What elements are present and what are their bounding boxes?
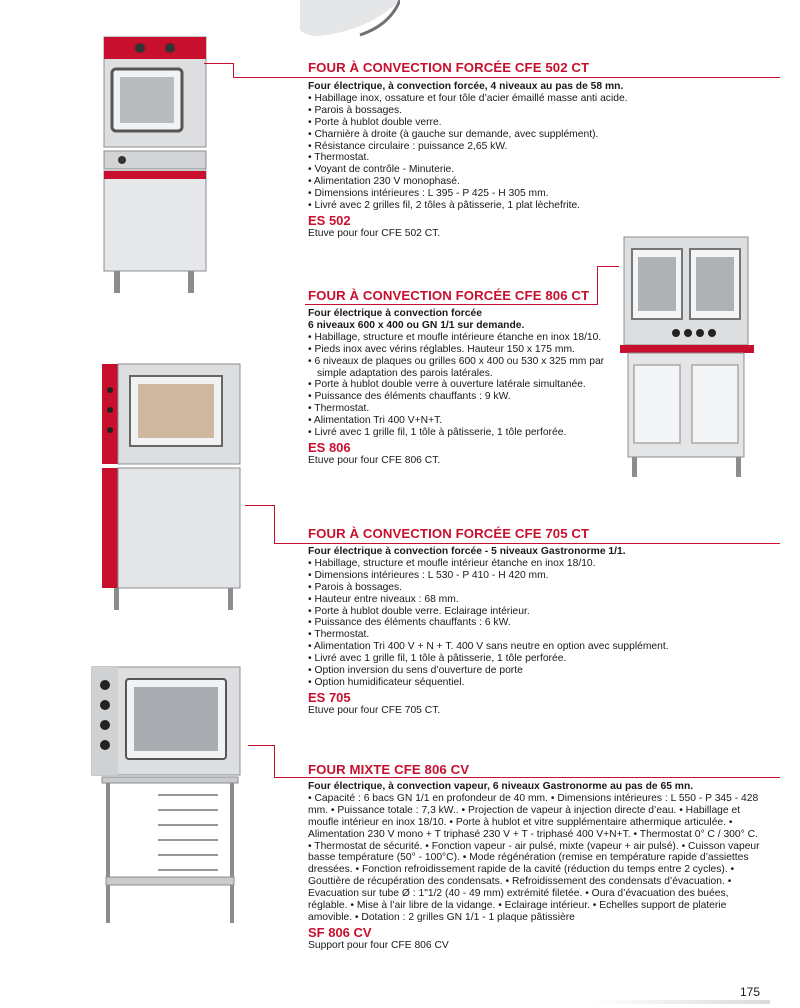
feature-item: • Dimensions intérieures : L 530 - P 410 - H 420 mm. [308,570,778,582]
product-title: FOUR MIXTE CFE 806 CV [308,762,470,777]
feature-item: • Thermostat. [308,152,778,164]
title-rule [274,777,780,778]
feature-item: • Porte à hublot double verre. [308,117,778,129]
accessory-description: Etuve pour four CFE 705 CT. [308,704,441,716]
connector-cfe806cv [248,745,275,746]
product-description [308,308,620,467]
product-cfe806cv [308,762,778,777]
feature-item: • Thermostat. [308,629,778,641]
corner-decoration [300,0,400,40]
feature-item: • Pieds inox avec vérins réglables. Hauteur 150 x 175 mm. [308,344,620,356]
product-title: FOUR À CONVECTION FORCÉE CFE 502 CT [308,60,590,75]
connector-cfe502-v [233,63,234,78]
page-number: 175 [740,985,761,999]
connector-cfe806ct-h [597,266,619,267]
accessory-description: Etuve pour four CFE 502 CT. [308,227,441,239]
accessory-description: Etuve pour four CFE 806 CT. [308,454,441,466]
product-description [308,546,778,717]
feature-list [308,558,778,689]
title-rule [233,77,780,78]
feature-item: • Thermostat. [308,403,620,415]
product-lead: 6 niveaux 600 x 400 ou GN 1/1 sur demande. [308,319,525,331]
product-description [308,781,763,952]
feature-item: • Option humidificateur séquentiel. [308,677,778,689]
oven-cfe502-image [100,35,210,305]
feature-item: • Charnière à droite (à gauche sur demande, avec supplément). [308,129,778,141]
feature-item: • Habillage, structure et moufle intérieur étanche en inox 18/10. [308,558,778,570]
feature-item: • Alimentation Tri 400 V+N+T. [308,415,620,427]
accessory-code: ES 705 [308,689,351,705]
feature-item: • Alimentation Tri 400 V + N + T. 400 V sans neutre en option avec supplément. [308,641,778,653]
feature-item: • Porte à hublot double verre à ouverture latérale simultanée. [308,379,620,391]
product-lead: Four électrique, à convection vapeur, 6 niveaux Gastronorme au pas de 65 mn. [308,781,694,792]
product-cfe705ct [308,526,778,541]
product-lead: Four électrique à convection forcée - 5 niveaux Gastronorme 1/1. [308,546,626,557]
product-cfe806ct [308,288,608,303]
title-rule [274,543,780,544]
feature-item: • Puissance des éléments chauffants : 9 kW. [308,391,620,403]
feature-item: • Livré avec 1 grille fil, 1 tôle à pâtisserie, 1 tôle perforée. [308,653,778,665]
oven-cfe705ct-image [100,360,245,615]
accessory-code: ES 806 [308,439,351,455]
feature-item: • Livré avec 2 grilles fil, 2 tôles à pâtisserie, 1 plat lèchefrite. [308,200,778,212]
connector-cfe806cv-v [274,745,275,777]
title-rule [305,304,598,305]
feature-item: • Porte à hublot double verre. Eclairage intérieur. [308,606,778,618]
feature-list [308,93,778,212]
feature-item: • Puissance des éléments chauffants : 6 kW. [308,617,778,629]
product-description [308,81,778,240]
connector-cfe502 [204,63,234,64]
oven-cfe806cv-image [88,665,248,935]
product-title: FOUR À CONVECTION FORCÉE CFE 705 CT [308,526,590,541]
oven-cfe806ct-image [618,235,758,485]
feature-item: • Habillage inox, ossature et four tôle d’acier émaillé masse anti acide. [308,93,778,105]
product-cfe502 [308,60,778,75]
feature-item: • Livré avec 1 grille fil, 1 tôle à pâtisserie, 1 tôle perforée. [308,427,620,439]
connector-cfe705ct-v [274,505,275,543]
feature-item: • 6 niveaux de plaques ou grilles 600 x 400 ou 530 x 325 mm par simple adaptation des parois latérales. [308,356,620,380]
accessory-code: SF 806 CV [308,924,372,940]
accessory-code: ES 502 [308,212,351,228]
feature-item: • Habillage, structure et moufle intérieure étanche en inox 18/10. [308,332,620,344]
product-lead: Four électrique à convection forcée [308,308,482,319]
feature-item: • Option inversion du sens d’ouverture de porte [308,665,778,677]
connector-cfe705ct [245,505,275,506]
feature-item: • Dimensions intérieures : L 395 - P 425 - H 305 mm. [308,188,778,200]
feature-item: • Alimentation 230 V monophasé. [308,176,778,188]
feature-item: • Résistance circulaire : puissance 2,65 kW. [308,141,778,153]
product-lead: Four électrique, à convection forcée, 4 niveaux au pas de 58 mn. [308,81,624,92]
product-title: FOUR À CONVECTION FORCÉE CFE 806 CT [308,288,590,303]
accessory-description: Support pour four CFE 806 CV [308,939,449,951]
feature-item: • Voyant de contrôle - Minuterie. [308,164,778,176]
feature-item: • Hauteur entre niveaux : 68 mm. [308,594,778,606]
feature-list [308,332,620,439]
footer-bar [590,1000,770,1004]
feature-item: • Parois à bossages. [308,582,778,594]
feature-item: • Parois à bossages. [308,105,778,117]
feature-paragraph: • Capacité : 6 bacs GN 1/1 en profondeur de 40 mm. • Dimensions intérieures : L 550 - P 345 - 428 mm. • Puissance totale : 7,3 kW.. • Projection de vapeur à injection directe d’eau. • Habillage et moufle intérieur en inox 18/10. • Porte à hublot et vitre supplémentaire athermique articulée. • Alimentation 230 V mono + T triphasé 230 V + T - triphasé 400 V+N+T. • Thermostat 0° C / 300° C. • Thermostat de sécurité. • Fonction vapeur - air pulsé, mixte (vapeur + air pulsé). • Cuisson vapeur basse température (50° - 100°C). • Mode régénération (remise en température rapide d’assiettes dressées. • Fonction refroidissement rapide de la cavité (réduction du temps entre 2 cycles). • Gouttière de récupération des condensats. • Refroidissement des condensats d’évacuation. • Evacuation sur tube Ø : 1"1/2 (40 - 49 mm) extrémité filetée. • Oura d’évacuation des buées, réglable. • Mise à l’air libre de la vidange. • Eclairage intérieur. • Echelles support de platerie amovible. • Dotation : 2 grilles GN 1/1 - 1 plaque pâtissière [308,792,760,923]
